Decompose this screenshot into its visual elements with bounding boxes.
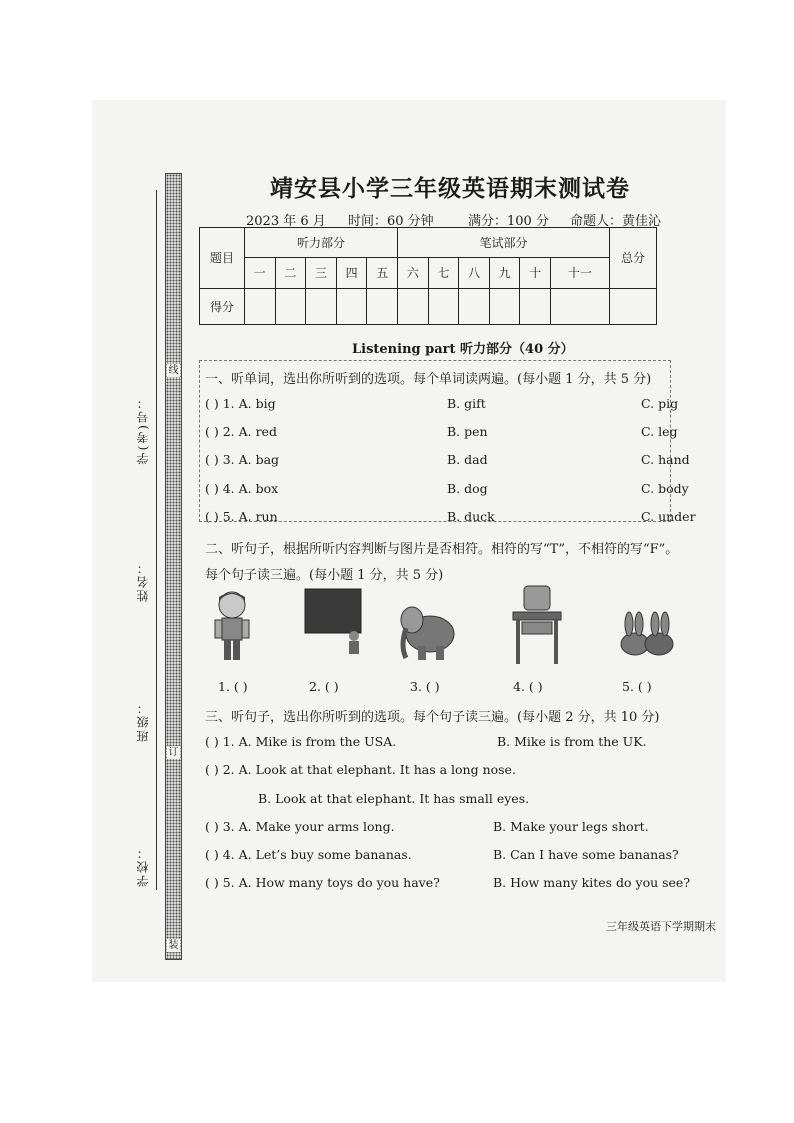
s3-q3-a[interactable]: ( ) 3. A. Make your arms long. bbox=[205, 819, 395, 834]
s2-answer-5[interactable]: 5. ( ) bbox=[622, 679, 652, 694]
binding-line bbox=[156, 190, 157, 890]
s1-q4-c[interactable]: C. body bbox=[641, 481, 689, 496]
section3-heading: 三、听句子，选出你所听到的选项。每个句子读三遍。(每小题 2 分，共 10 分) bbox=[205, 710, 660, 725]
exam-full-score: 满分：100 分 bbox=[468, 214, 549, 229]
score-cell[interactable] bbox=[551, 288, 610, 324]
col-7: 七 bbox=[428, 258, 459, 288]
score-cell[interactable] bbox=[336, 288, 367, 324]
mark-line: 线 bbox=[168, 365, 179, 376]
exam-title: 靖安县小学三年级英语期末测试卷 bbox=[270, 175, 630, 202]
s1-q5-b[interactable]: B. duck bbox=[447, 509, 495, 524]
score-cell[interactable] bbox=[245, 288, 276, 324]
s1-q4-a[interactable]: ( ) 4. A. box bbox=[205, 481, 279, 496]
s1-q3-a[interactable]: ( ) 3. A. bag bbox=[205, 452, 280, 467]
s3-q5-b[interactable]: B. How many kites do you see? bbox=[493, 875, 691, 890]
score-cell[interactable] bbox=[489, 288, 520, 324]
s1-q5-c[interactable]: C. under bbox=[641, 509, 696, 524]
class-label: 班级： bbox=[136, 700, 150, 742]
binding-strip bbox=[165, 173, 182, 960]
s3-q1-b[interactable]: B. Mike is from the UK. bbox=[497, 734, 647, 749]
total-header: 总分 bbox=[610, 228, 657, 289]
elephant-picture bbox=[398, 598, 460, 662]
s3-q4-a[interactable]: ( ) 4. A. Let’s buy some bananas. bbox=[205, 847, 412, 862]
s1-q2-a[interactable]: ( ) 2. A. red bbox=[205, 424, 277, 439]
page-footer: 三年级英语下学期期末 bbox=[606, 920, 716, 933]
col-8: 八 bbox=[459, 258, 490, 288]
exam-date: 2023 年 6 月 bbox=[246, 214, 326, 229]
school-label: 学校： bbox=[136, 845, 150, 887]
score-cell[interactable] bbox=[459, 288, 490, 324]
score-cell[interactable] bbox=[428, 288, 459, 324]
s1-q4-b[interactable]: B. dog bbox=[447, 481, 488, 496]
section2-heading: 二、听句子，根据所听内容判断与图片是否相符。相符的写“T”，不相符的写“F”。 bbox=[205, 542, 679, 557]
s2-answer-2[interactable]: 2. ( ) bbox=[309, 679, 339, 694]
section1-heading: 一、听单词，选出你所听到的选项。每个单词读两遍。(每小题 1 分，共 5 分) bbox=[205, 372, 652, 387]
boy-picture bbox=[210, 587, 254, 667]
s3-q5-a[interactable]: ( ) 5. A. How many toys do you have? bbox=[205, 875, 440, 890]
s3-q4-b[interactable]: B. Can I have some bananas? bbox=[493, 847, 679, 862]
col-9: 九 bbox=[489, 258, 520, 288]
items-label: 题目 bbox=[200, 228, 245, 289]
col-11: 十一 bbox=[551, 258, 610, 288]
section2-subheading: 每个句子读三遍。(每小题 1 分，共 5 分) bbox=[205, 568, 444, 583]
score-cell[interactable] bbox=[398, 288, 429, 324]
col-1: 一 bbox=[245, 258, 276, 288]
col-6: 六 bbox=[398, 258, 429, 288]
exam-author: 命题人：黄佳沁 bbox=[570, 214, 662, 229]
s1-q1-a[interactable]: ( ) 1. A. big bbox=[205, 396, 276, 411]
col-3: 三 bbox=[306, 258, 337, 288]
score-cell[interactable] bbox=[367, 288, 398, 324]
s3-q1-a[interactable]: ( ) 1. A. Mike is from the USA. bbox=[205, 734, 397, 749]
col-5: 五 bbox=[367, 258, 398, 288]
score-table bbox=[199, 227, 657, 325]
rabbits-picture bbox=[617, 610, 677, 660]
s1-q5-a[interactable]: ( ) 5. A. run bbox=[205, 509, 278, 524]
s2-answer-1[interactable]: 1. ( ) bbox=[218, 679, 248, 694]
score-cell[interactable] bbox=[306, 288, 337, 324]
mark-pack: 装 bbox=[168, 940, 179, 951]
name-label: 姓名： bbox=[136, 560, 150, 602]
s3-q2-b[interactable]: B. Look at that elephant. It has small eyes. bbox=[258, 791, 530, 806]
written-part-header: 笔试部分 bbox=[398, 228, 610, 258]
s1-q3-c[interactable]: C. hand bbox=[641, 452, 690, 467]
listening-heading: Listening part 听力部分（40 分） bbox=[352, 342, 574, 357]
listening-part-header: 听力部分 bbox=[245, 228, 398, 258]
s2-answer-4[interactable]: 4. ( ) bbox=[513, 679, 543, 694]
score-cell[interactable] bbox=[610, 288, 657, 324]
student-number-label: 学(考)号： bbox=[136, 395, 150, 465]
s1-q1-c[interactable]: C. pig bbox=[641, 396, 679, 411]
col-10: 十 bbox=[520, 258, 551, 288]
blackboard-picture bbox=[304, 588, 366, 654]
s2-answer-3[interactable]: 3. ( ) bbox=[410, 679, 440, 694]
s1-q2-b[interactable]: B. pen bbox=[447, 424, 488, 439]
s3-q2-a[interactable]: ( ) 2. A. Look at that elephant. It has a long nose. bbox=[205, 762, 516, 777]
desk-bag-picture bbox=[510, 582, 564, 666]
score-label: 得分 bbox=[200, 288, 245, 324]
col-2: 二 bbox=[275, 258, 306, 288]
s1-q1-b[interactable]: B. gift bbox=[447, 396, 486, 411]
mark-bind: 订 bbox=[168, 747, 179, 758]
score-cell[interactable] bbox=[275, 288, 306, 324]
col-4: 四 bbox=[336, 258, 367, 288]
score-cell[interactable] bbox=[520, 288, 551, 324]
s3-q3-b[interactable]: B. Make your legs short. bbox=[493, 819, 649, 834]
s1-q3-b[interactable]: B. dad bbox=[447, 452, 488, 467]
exam-time: 时间：60 分钟 bbox=[348, 214, 434, 229]
s1-q2-c[interactable]: C. leg bbox=[641, 424, 678, 439]
